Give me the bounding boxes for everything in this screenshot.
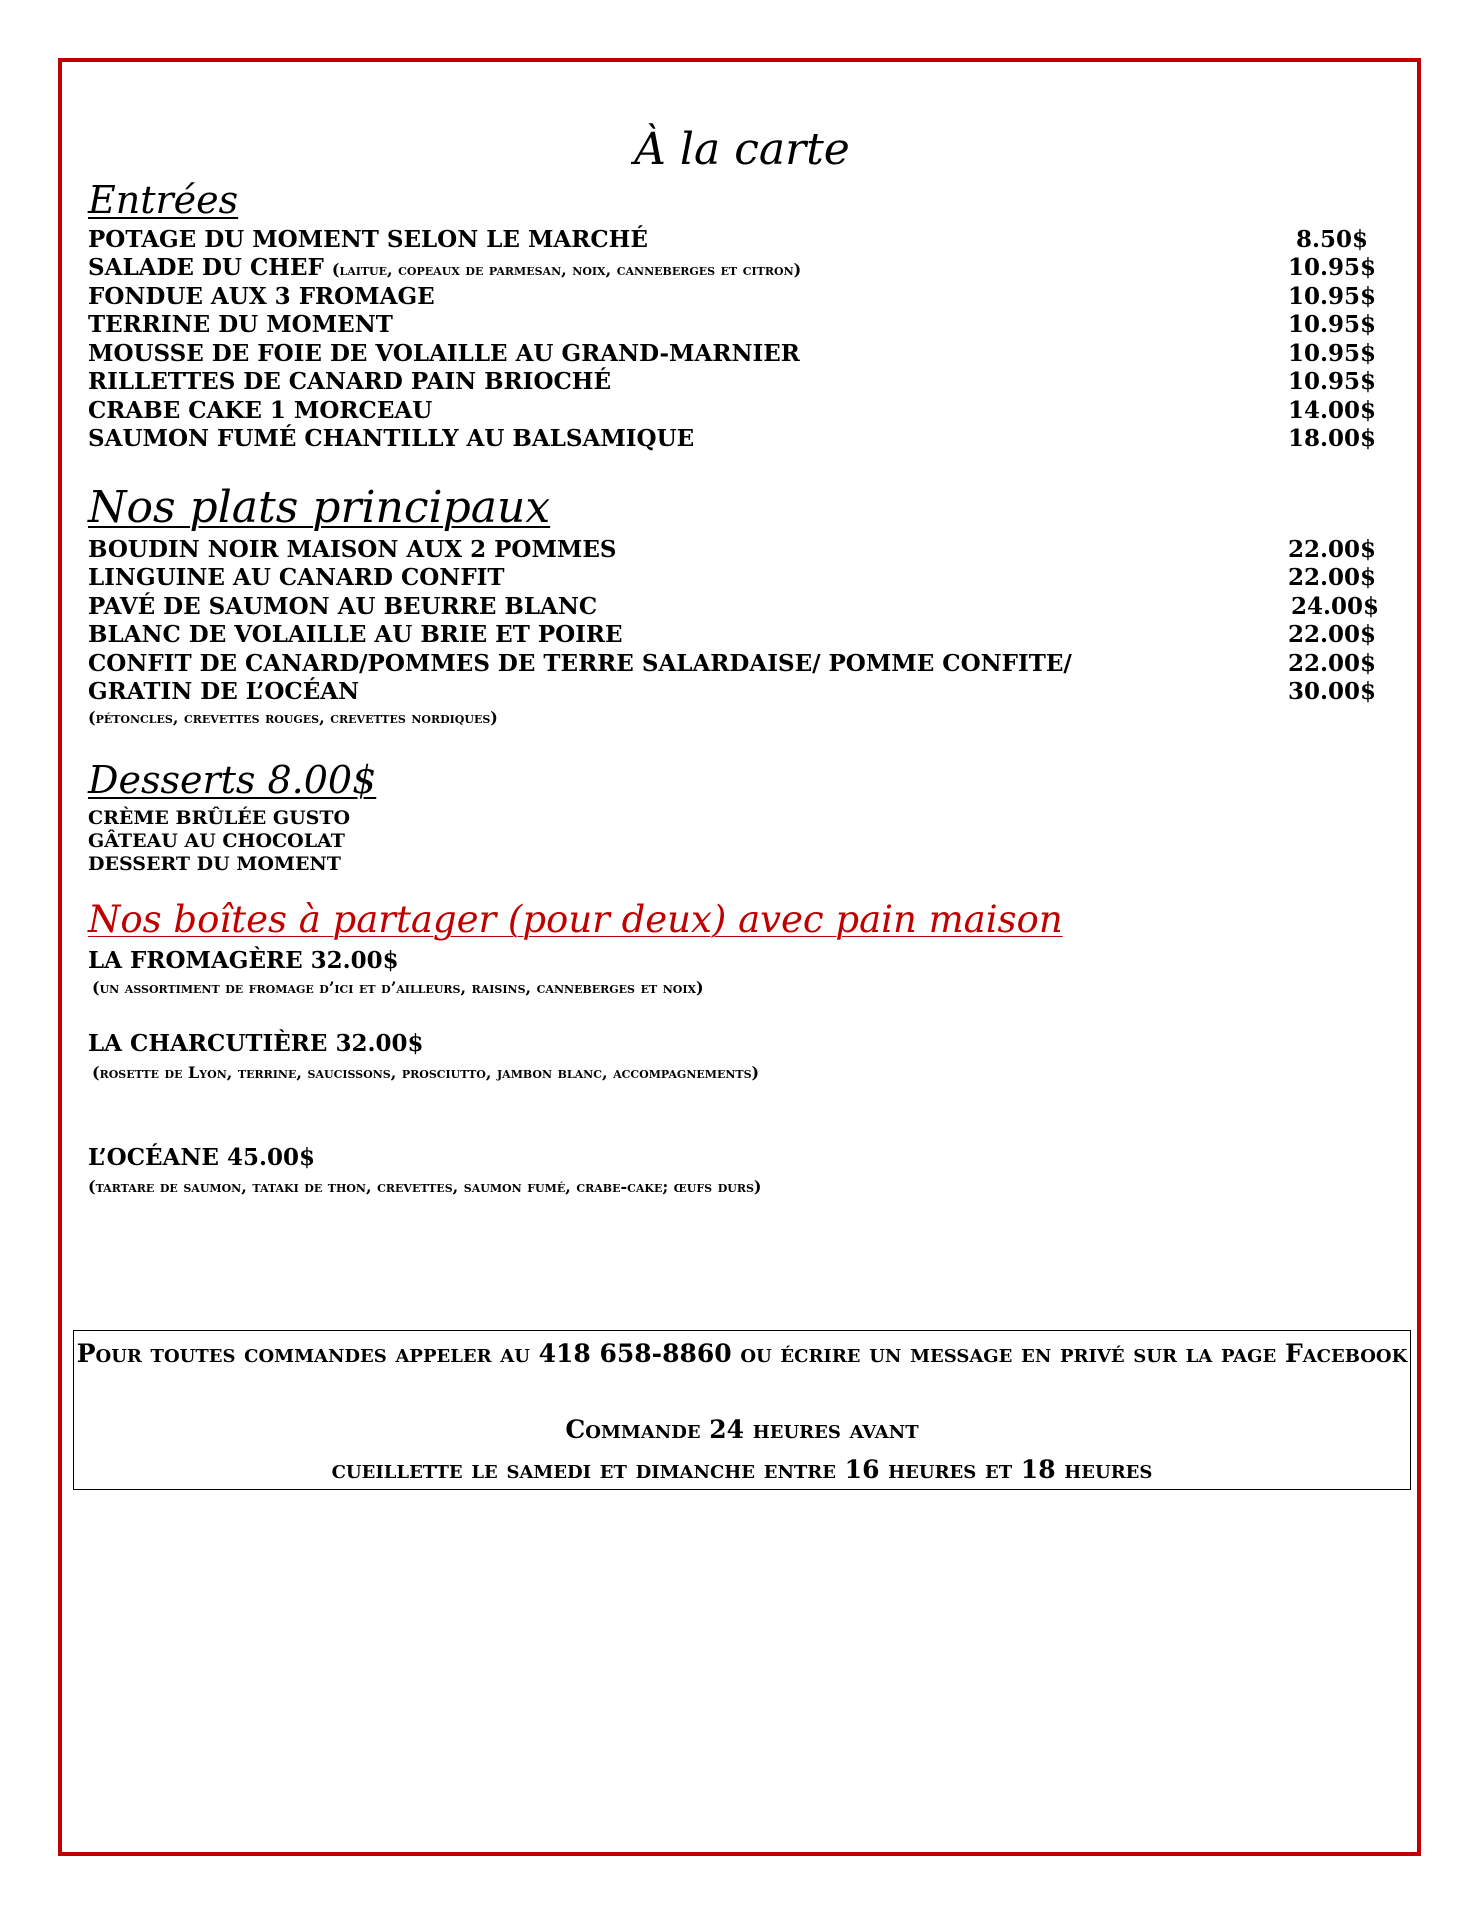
menu-item [88,678,1376,706]
item-price: 24.00$ [1290,593,1379,620]
menu-item [88,621,1376,649]
item-name: CONFIT DE CANARD/POMMES DE TERRE SALARDAISE/ POMME CONFITE/ [88,650,1072,677]
item-name: FONDUE AUX 3 FROMAGE [88,283,435,310]
menu-item [88,340,1376,368]
item-price: 22.00$ [1287,536,1376,563]
item-name: MOUSSE DE FOIE DE VOLAILLE AU GRAND-MARNIER [88,340,800,367]
dessert-item: CRÈME BRÛLÉE GUSTO [88,807,351,829]
menu-item [88,593,1379,621]
item-price: 10.95$ [1287,283,1376,310]
menu-item [88,536,1376,564]
box-title: L’OCÉANE 45.00$ [88,1144,315,1171]
box-note: (tartare de saumon, tataki de thon, crevettes, saumon fumé, crabe-cake; œufs durs) [88,1177,762,1196]
notice-line-contact: Pour toutes commandes appeler au 418 658-8860 ou écrire un message en privé sur la page Facebook [76,1339,1408,1368]
menu-item [88,650,1376,678]
item-name: SAUMON FUMÉ CHANTILLY AU BALSAMIQUE [88,425,695,452]
item-name: SALADE DU CHEF [88,254,324,281]
item-name: LINGUINE AU CANARD CONFIT [88,564,505,591]
section-heading-entrees: Entrées [88,178,239,222]
item-note: (pétoncles, crevettes rouges, crevettes nordiques) [88,708,498,727]
box-note: (rosette de Lyon, terrine, saucissons, prosciutto, jambon blanc, accompagnements) [92,1063,760,1082]
section-heading-plats: Nos plats principaux [88,482,551,533]
section-heading-desserts: Desserts 8.00$ [88,758,377,802]
notice-line-delay: Commande 24 heures avant [565,1415,919,1444]
menu-item [88,226,1376,254]
item-name: RILLETTES DE CANARD PAIN BRIOCHÉ [88,368,612,395]
notice-line-pickup: cueillette le samedi et dimanche entre 16 heures et 18 heures [331,1455,1153,1484]
item-name: BLANC DE VOLAILLE AU BRIE ET POIRE [88,621,623,648]
item-name: POTAGE DU MOMENT SELON LE MARCHÉ [88,226,648,253]
item-price: 10.95$ [1287,254,1376,281]
section-heading-boites: Nos boîtes à partager (pour deux) avec pain maison [88,898,1063,941]
menu-item [88,564,1376,592]
item-price: 30.00$ [1287,678,1376,705]
item-price: 10.95$ [1287,340,1376,367]
menu-item [88,397,1376,425]
box-title: LA FROMAGÈRE 32.00$ [88,947,399,974]
menu-item [88,283,1376,311]
menu-item [88,311,1376,339]
box-note: (un assortiment de fromage d’ici et d’ailleurs, raisins, canneberges et noix) [92,978,704,997]
item-price: 10.95$ [1287,368,1376,395]
order-notice-box [73,1330,1411,1490]
item-note: (laitue, copeaux de parmesan, noix, canneberges et citron) [331,260,802,279]
menu-item [88,254,1376,282]
item-price: 18.00$ [1287,425,1376,452]
menu-item [88,368,1376,396]
item-name: TERRINE DU MOMENT [88,311,393,338]
item-price: 8.50$ [1295,226,1368,253]
item-price: 14.00$ [1287,397,1376,424]
item-name: BOUDIN NOIR MAISON AUX 2 POMMES [88,536,617,563]
item-price: 22.00$ [1287,650,1376,677]
menu-item [88,425,1376,453]
dessert-item: DESSERT DU MOMENT [88,853,341,875]
item-name: CRABE CAKE 1 MORCEAU [88,397,433,424]
box-title: LA CHARCUTIÈRE 32.00$ [88,1030,424,1057]
dessert-item: GÂTEAU AU CHOCOLAT [88,830,345,852]
page-title: À la carte [634,124,850,175]
item-name: GRATIN DE L’OCÉAN [88,678,360,705]
item-name: PAVÉ DE SAUMON AU BEURRE BLANC [88,593,598,620]
item-price: 10.95$ [1287,311,1376,338]
item-price: 22.00$ [1287,621,1376,648]
item-price: 22.00$ [1287,564,1376,591]
